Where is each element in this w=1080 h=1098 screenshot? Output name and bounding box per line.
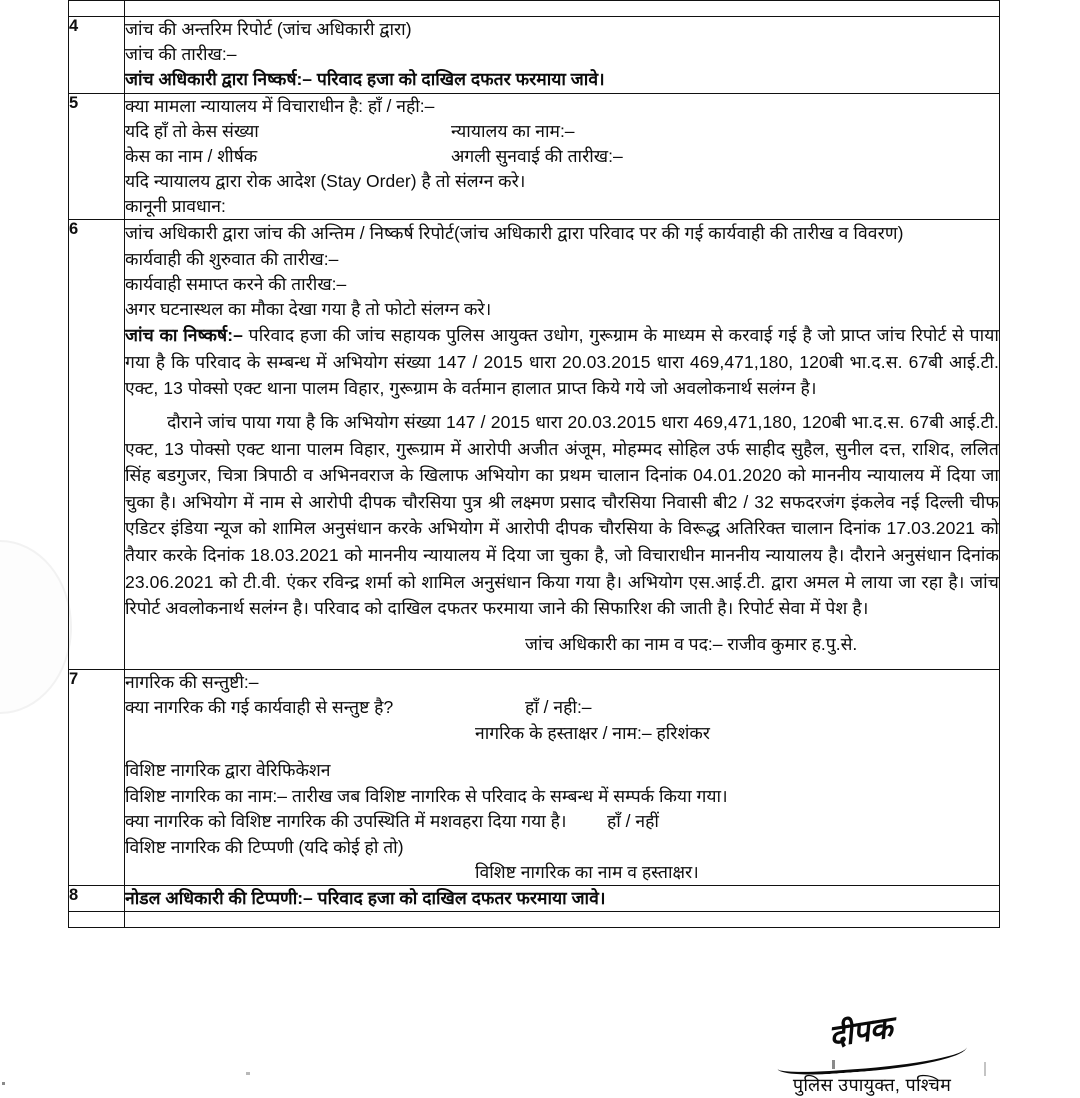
row6-inquiry-officer-line: जांच अधिकारी का नाम व पद:– राजीव कुमार ह.पु.से. (525, 633, 858, 654)
table-row (69, 886, 1000, 912)
row-content-6 (125, 220, 1000, 670)
row-content-cell (125, 1, 1000, 17)
row-number-7: 7 (69, 670, 125, 886)
row7-vip-advice-row (125, 809, 999, 835)
row5-case-title-label: केस का नाम / शीर्षक (125, 145, 258, 166)
row-number-5: 5 (69, 93, 125, 220)
table-row (69, 220, 1000, 670)
row5-stay-order-line: यदि न्यायालय द्वारा रोक आदेश (Stay Order) है तो संलग्न करे। (125, 170, 526, 191)
row6-heading: जांच अधिकारी द्वारा जांच की अन्तिम / निष्कर्ष रिपोर्ट(जांच अधिकारी द्वारा परिवाद पर की गई कार्यवाही की तारीख व विवरण) (125, 223, 904, 244)
table-row (69, 93, 1000, 220)
row-content-4 (125, 17, 1000, 94)
row-content-8 (125, 886, 1000, 912)
row7-vip-advice-answer: हाँ / नहीं (607, 810, 659, 831)
row-content-cell-empty (125, 912, 1000, 928)
row-content-7 (125, 670, 1000, 886)
table-row (69, 17, 1000, 94)
table-row-partial-top (69, 1, 1000, 17)
row7-vip-name-line: विशिष्ट नागरिक का नाम:– तारीख जब विशिष्ट नागरिक से परिवाद के सम्बन्ध में सम्पर्क किया गया। (125, 785, 728, 806)
handwritten-signature: दीपक (826, 1010, 896, 1055)
row7-title: नागरिक की सन्तुष्टी:– (125, 672, 259, 692)
table-row (69, 670, 1000, 886)
row5-court-pending-line: क्या मामला न्यायालय में विचाराधीन है: हाँ / नही:– (125, 95, 435, 116)
row6-end-date-label: कार्यवाही समाप्त करने की तारीख:– (125, 273, 347, 294)
row-number-cell-empty (69, 912, 125, 928)
row7-vip-advice-question: क्या नागरिक को विशिष्ट नागरिक की उपस्थिति में मशवहरा दिया गया है। (125, 810, 567, 831)
row-content-5 (125, 93, 1000, 220)
signatory-designation: पुलिस उपायुक्त, पश्चिम (792, 1075, 952, 1095)
row6-findings-paragraph-1 (125, 322, 999, 402)
row4-line-1: जांच की अन्तरिम रिपोर्ट (जांच अधिकारी द्वारा) (125, 19, 412, 39)
row7-citizen-signature-label: नागरिक के हस्ताक्षर / नाम:– हरिशंकर (475, 723, 710, 744)
row-number-4: 4 (69, 17, 125, 94)
row7-satisfaction-answer: हाँ / नही:– (525, 697, 592, 718)
row4-finding-line: जांच अधिकारी द्वारा निष्कर्ष:– परिवाद हजा को दाखिल दफतर फरमाया जावे। (125, 69, 605, 90)
row-number-6: 6 (69, 220, 125, 670)
row8-nodal-officer-remark: नोडल अधिकारी की टिप्पणी:– परिवाद हजा को दाखिल दफतर फरमाया जावे। (125, 888, 606, 909)
row6-findings-label: जांच का निष्कर्ष:– (125, 325, 243, 346)
row7-vip-remark-line: विशिष्ट नागरिक की टिप्पणी (यदि कोई हो तो) (125, 836, 404, 857)
footer-signature-block (722, 1010, 1022, 1097)
row5-court-name-label: न्यायालय का नाम:– (451, 120, 575, 141)
signature-flourish (776, 1035, 968, 1077)
row6-photo-label: अगर घटनास्थल का मौका देखा गया है तो फोटो संलग्न करे। (125, 299, 492, 320)
row6-findings-text-1: परिवाद हजा की जांच सहायक पुलिस आयुक्त उधोग, गुरूग्राम के माध्यम से करवाई गई है जो प्राप्त जांच रिपोर्ट से पाया गया है कि परिवाद के सम्बन्ध में अभियोग संख्या 147 / 2015 धारा 20.03.2015 धारा 469,471,180, 120बी भा.द.स. 67बी आई.टी. एक्ट, 13 पोक्सो एक्ट थाना पालम विहार, गुरूग्राम के वर्तमान हालात प्राप्त किये गये जो अवलोकनार्थ सलंग्न है। (125, 325, 999, 399)
row5-next-hearing-label: अगली सुनवाई की तारीख:– (451, 145, 623, 166)
inquiry-form-table (68, 0, 1000, 928)
row5-case-number-label: यदि हाँ तो केस संख्या (125, 120, 259, 141)
row7-satisfaction-row (125, 695, 999, 721)
row6-start-date-label: कार्यवाही की शुरुवात की तारीख:– (125, 248, 339, 269)
row-number-cell (69, 1, 125, 17)
row-number-8: 8 (69, 886, 125, 912)
row7-vip-verification-heading: विशिष्ट नागरिक द्वारा वेरिफिकेशन (125, 760, 331, 781)
row5-legal-provision-label: कानूनी प्रावधान: (125, 195, 226, 216)
row4-line-2: जांच की तारीख:– (125, 44, 237, 65)
row7-vip-signature-label: विशिष्ट नागरिक का नाम व हस्ताक्षर। (475, 861, 699, 882)
row7-satisfaction-question: क्या नागरिक की गई कार्यवाही से सन्तुष्ट है? (125, 697, 394, 718)
table-row-empty-bottom (69, 912, 1000, 928)
row5-pair-case-title (125, 144, 999, 169)
row5-pair-case-number (125, 119, 999, 144)
row6-findings-paragraph-2: दौराने जांच पाया गया है कि अभियोग संख्या 147 / 2015 धारा 20.03.2015 धारा 469,471,180, 120बी भा.द.स. 67बी आई.टी. एक्ट, 13 पोक्सो एक्ट थाना पालम विहार, गुरूग्राम में आरोपी अजीत अंजूम, मोहम्मद सोहिल उर्फ साहीद सुहैल, सुनील दत्त, राशिद, ललित सिंह बडगुजर, चित्रा त्रिपाठी व अभिनवराज के खिलाफ अभियोग का प्रथम चालान दिनांक 04.01.2020 को माननीय न्यायालय में दिया जा चुका है। अभियोग में नाम से आरोपी दीपक चौरसिया पुत्र श्री लक्ष्मण प्रसाद चौरसिया निवासी बी2 / 32 सफदरजंग इंकलेव नई दिल्ली चीफ एडिटर इंडिया न्यूज को शामिल अनुसंधान करके अभियोग में आरोपी दीपक चौरसिया के विरूद्ध अतिरिक्त चालान दिनांक 17.03.2021 को तैयार करके दिनांक 18.03.2021 को माननीय न्यायालय में दिया जा चुका है, जो विचाराधीन माननीय न्यायालय है। दौराने अनुसंधान दिनांक 23.06.2021 को टी.वी. एंकर रविन्द्र शर्मा को शामिल अनुसंधान किया गया है। अभियोग एस.आई.टी. द्वारा अमल मे लाया जा रहा है। जांच रिपोर्ट अवलोकनार्थ सलंग्न है। परिवाद को दाखिल दफतर फरमाया जाने की सिफारिश की जाती है। रिपोर्ट सेवा में पेश है। (125, 412, 999, 619)
